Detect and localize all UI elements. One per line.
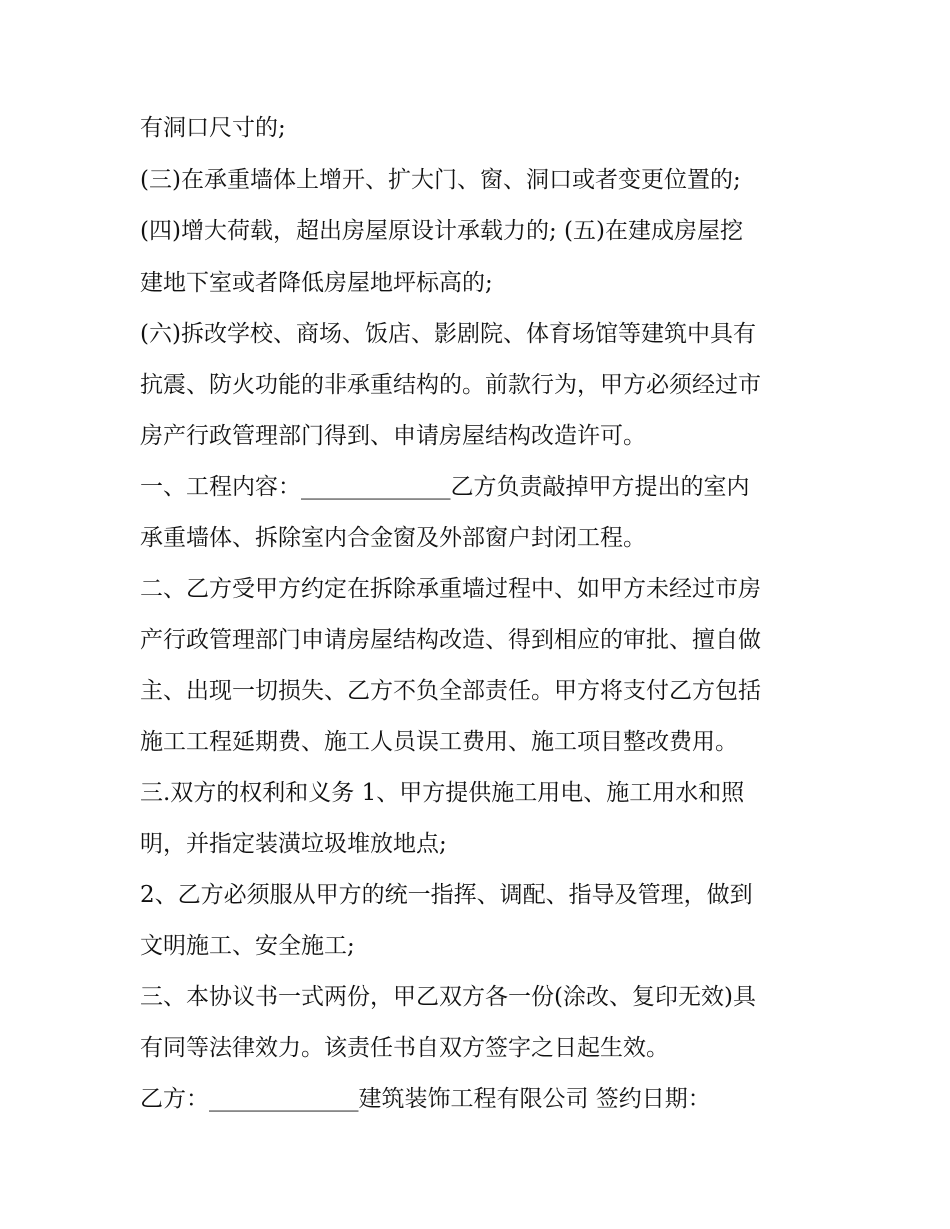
text-line: 承重墙体、拆除室内合金窗及外部窗户封闭工程。	[140, 525, 646, 551]
text-line: 明，并指定装潢垃圾堆放地点;	[140, 831, 447, 857]
text-line: (四)增大荷载，超出房屋原设计承载力的; (五)在建成房屋挖	[140, 218, 743, 244]
text-line: 一、工程内容：_____________乙方负责敲掉甲方提出的室内	[140, 474, 750, 500]
text-line: 抗震、防火功能的非承重结构的。前款行为，甲方必须经过市	[140, 372, 761, 398]
text-line: (六)拆改学校、商场、饭店、影剧院、体育场馆等建筑中具有	[140, 321, 756, 347]
text-line: 主、出现一切损失、乙方不负全部责任。甲方将支付乙方包括	[140, 678, 761, 704]
text-line: (三)在承重墙体上增开、扩大门、窗、洞口或者变更位置的;	[140, 167, 741, 193]
text-line: 二、乙方受甲方约定在拆除承重墙过程中、如甲方未经过市房	[140, 576, 761, 602]
text-line: 有洞口尺寸的;	[140, 115, 286, 141]
text-line: 三、本协议书一式两份，甲乙双方各一份(涂改、复印无效)具	[140, 984, 756, 1010]
text-line: 施工工程延期费、施工人员误工费用、施工项目整改费用。	[140, 729, 738, 755]
text-line: 房产行政管理部门得到、申请房屋结构改造许可。	[140, 423, 646, 449]
text-line: 有同等法律效力。该责任书自双方签字之日起生效。	[140, 1035, 669, 1061]
text-line: 乙方：_____________建筑装饰工程有限公司 签约日期：	[140, 1086, 711, 1112]
text-line: 三.双方的权利和义务 1、甲方提供施工用电、施工用水和照	[140, 780, 745, 806]
text-line: 产行政管理部门申请房屋结构改造、得到相应的审批、擅自做	[140, 627, 761, 653]
text-line: 建地下室或者降低房屋地坪标高的;	[140, 270, 493, 296]
text-line: 2、乙方必须服从甲方的统一指挥、调配、指导及管理，做到	[140, 882, 753, 908]
text-line: 文明施工、安全施工;	[140, 933, 355, 959]
